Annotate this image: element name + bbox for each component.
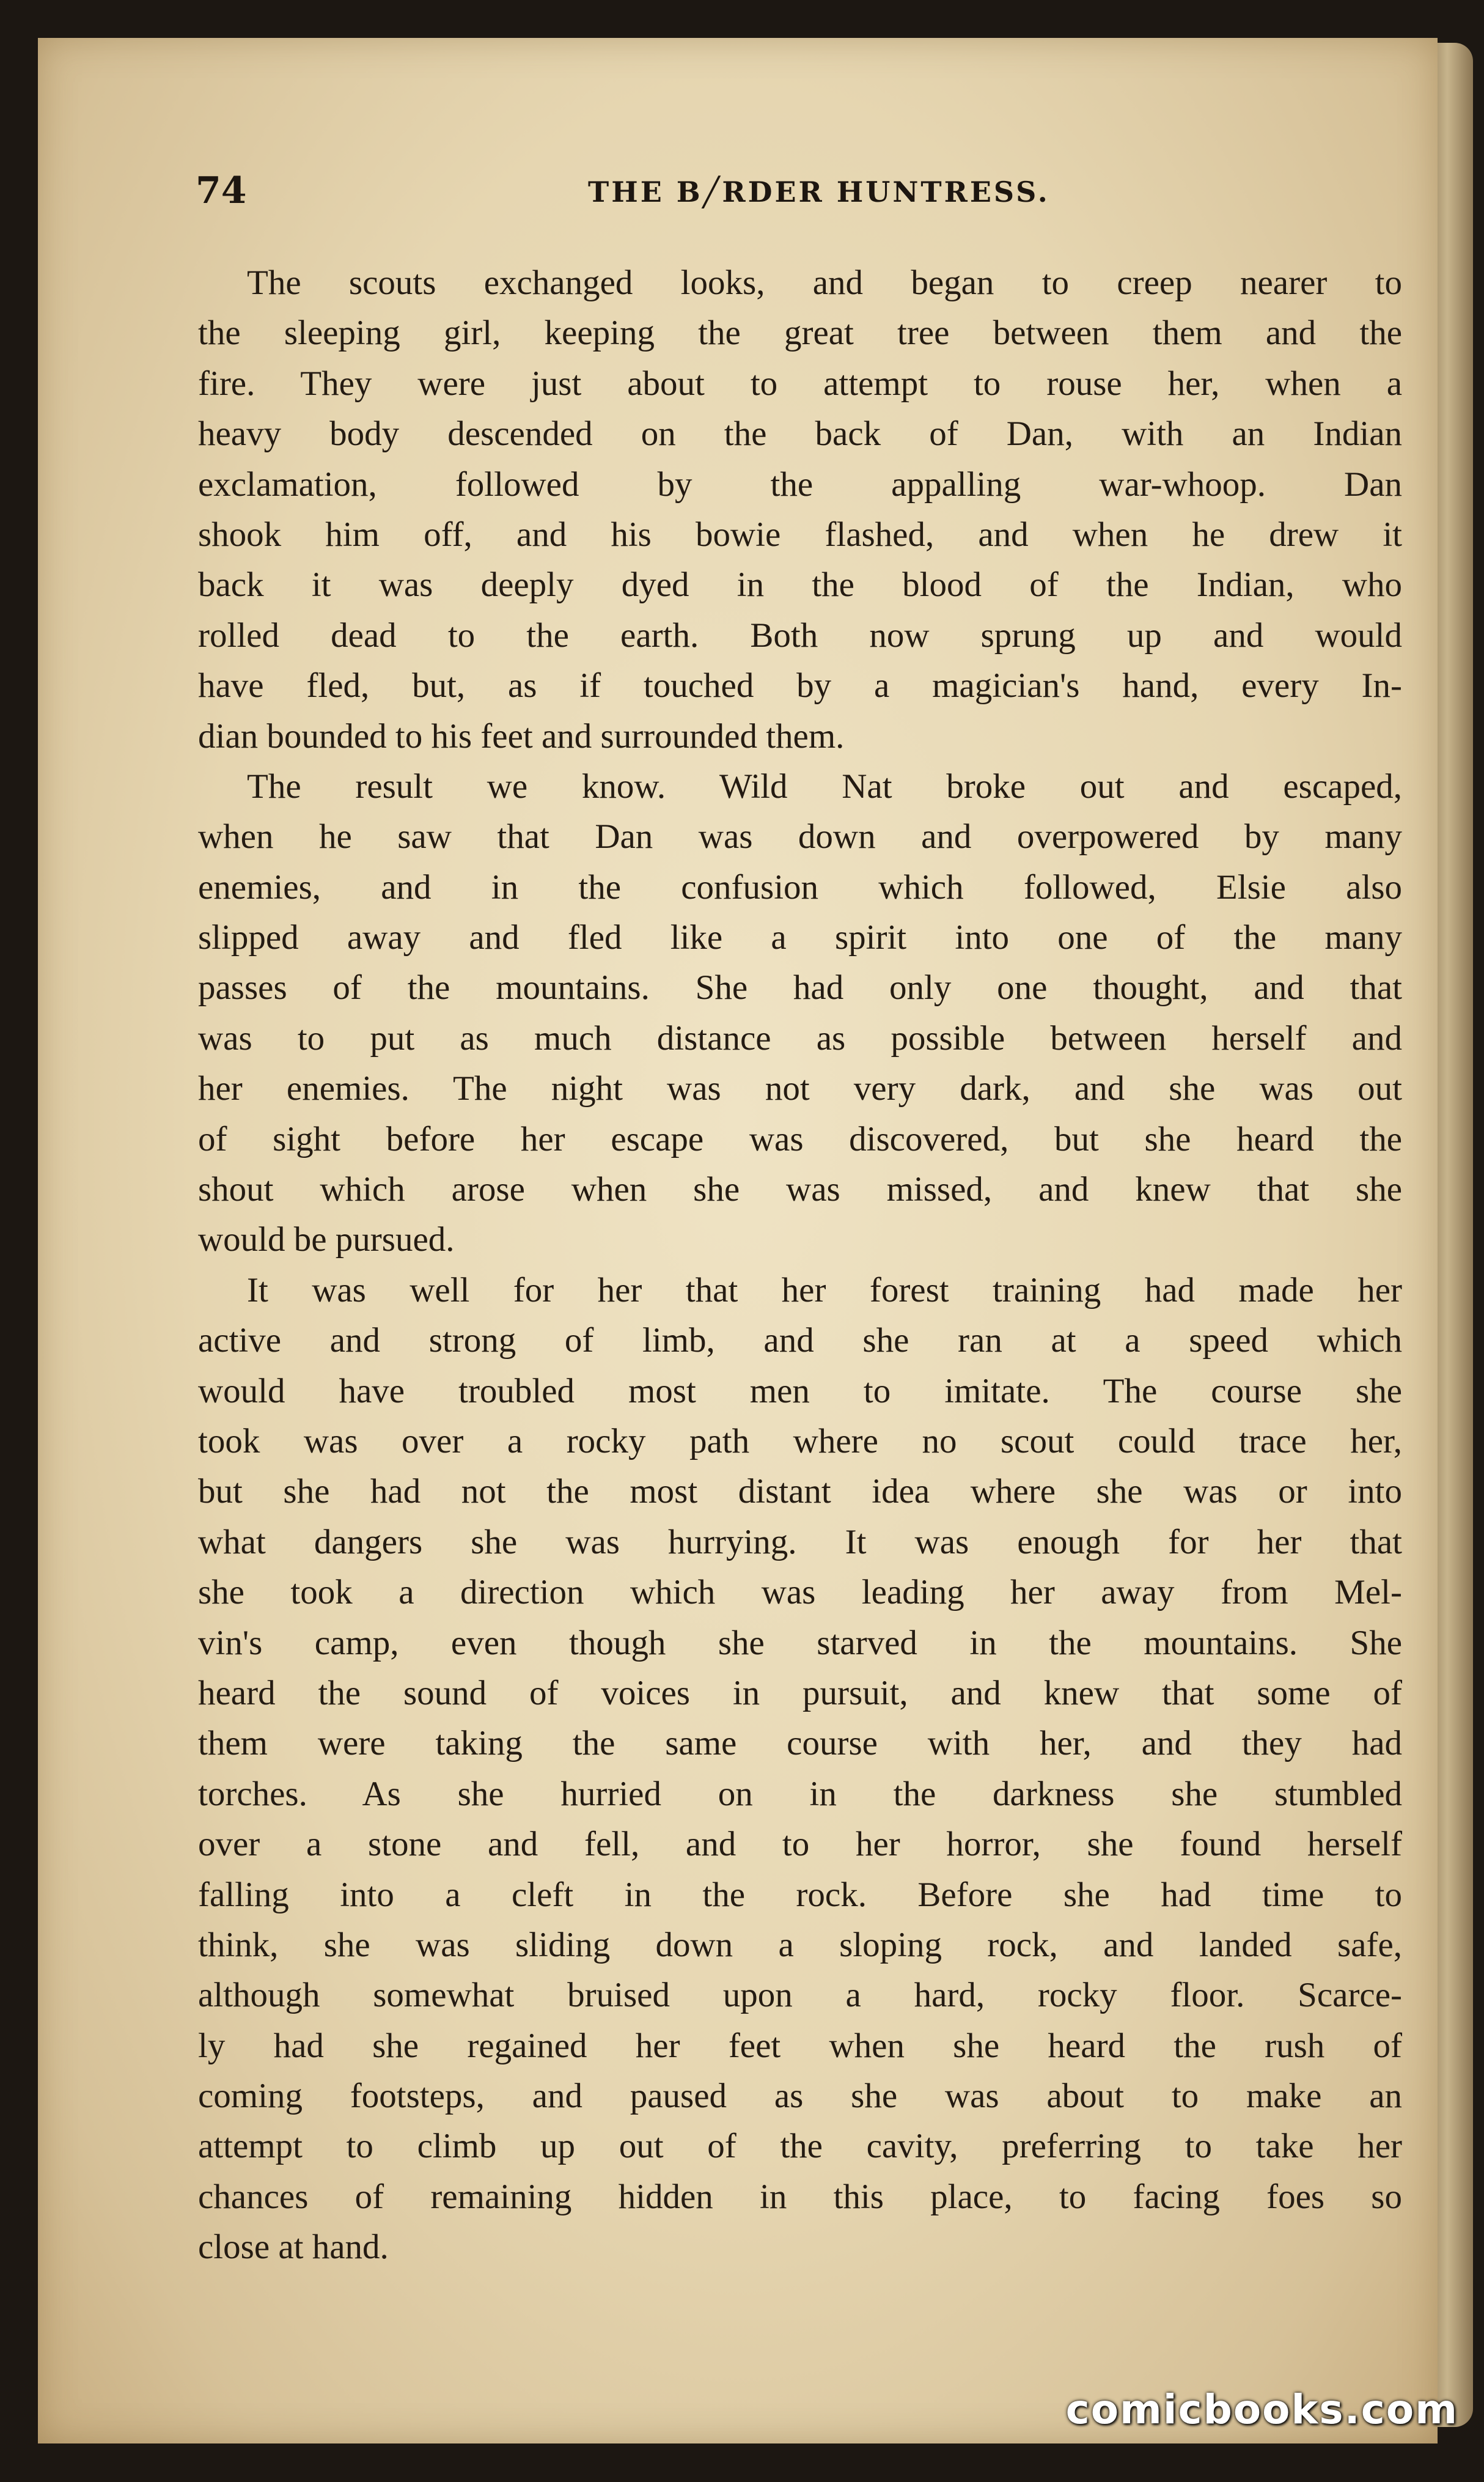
watermark: comicbooks.com [1065,2386,1458,2433]
text-line: but she had not the most distant idea where she was or into [198,1472,1402,1511]
text-line: slipped away and fled like a spirit into one of the many [198,918,1402,957]
text-line: shook him off, and his bowie flashed, and when he drew it [198,515,1402,554]
text-line: torches. As she hurried on in the darkness she stumbled [198,1774,1402,1813]
text-line: of sight before her escape was discovered, but she heard the [198,1119,1402,1158]
text-line: back it was deeply dyed in the blood of the Indian, who [198,565,1402,605]
running-head: THE B╱RDER HUNTRESS. [588,175,1050,208]
text-line: them were taking the same course with her, and they had [198,1724,1402,1763]
text-line: dian bounded to his feet and surrounded them. [198,716,845,756]
text-line: rolled dead to the earth. Both now sprung up and would [198,616,1402,655]
page-number: 74 [196,169,247,212]
text-line: took was over a rocky path where no scout could trace her, [198,1421,1402,1460]
text-line: shout which arose when she was missed, and knew that she [198,1170,1402,1209]
text-line: fire. They were just about to attempt to rouse her, when a [198,364,1402,403]
text-line: was to put as much distance as possible between herself and [198,1018,1402,1058]
text-line: would be pursued. [198,1220,455,1259]
text-line: over a stone and fell, and to her horror, she found herself [198,1825,1402,1864]
text-line: her enemies. The night was not very dark, and she was out [198,1069,1402,1108]
body-text [198,258,1402,2273]
text-line: The result we know. Wild Nat broke out and escaped, [247,767,1402,806]
text-line: passes of the mountains. She had only one thought, and that [198,968,1402,1007]
text-line: close at hand. [198,2228,389,2267]
text-line: falling into a cleft in the rock. Before she had time to [198,1875,1402,1914]
book-page [38,38,1438,2443]
text-line: It was well for her that her forest training had made her [247,1270,1402,1309]
text-line: chances of remaining hidden in this place, to facing foes so [198,2177,1402,2216]
text-line: the sleeping girl, keeping the great tree between them and the [198,314,1402,353]
text-line: she took a direction which was leading her away from Mel- [198,1573,1402,1612]
text-line: ly had she regained her feet when she heard the rush of [198,2026,1402,2065]
text-line: when he saw that Dan was down and overpowered by many [198,817,1402,856]
text-line: vin's camp, even though she starved in the mountains. She [198,1623,1402,1662]
text-line: coming footsteps, and paused as she was about to make an [198,2077,1402,2116]
page-header [38,166,1438,215]
text-line: heard the sound of voices in pursuit, and knew that some of [198,1673,1402,1712]
text-line: think, she was sliding down a sloping rock, and landed safe, [198,1925,1402,1964]
text-line: enemies, and in the confusion which followed, Elsie also [198,867,1402,907]
text-line: although somewhat bruised upon a hard, rocky floor. Scarce- [198,1976,1402,2015]
text-line: active and strong of limb, and she ran at a speed which [198,1321,1402,1360]
text-line: would have troubled most men to imitate. The course she [198,1371,1402,1410]
text-line: heavy body descended on the back of Dan, with an Indian [198,414,1402,454]
text-line: have fled, but, as if touched by a magician's hand, every In- [198,666,1402,705]
text-line: The scouts exchanged looks, and began to creep nearer to [247,263,1402,302]
text-line: attempt to climb up out of the cavity, preferring to take her [198,2127,1402,2166]
text-line: what dangers she was hurrying. It was enough for her that [198,1522,1402,1561]
text-line: exclamation, followed by the appalling war-whoop. Dan [198,465,1402,504]
